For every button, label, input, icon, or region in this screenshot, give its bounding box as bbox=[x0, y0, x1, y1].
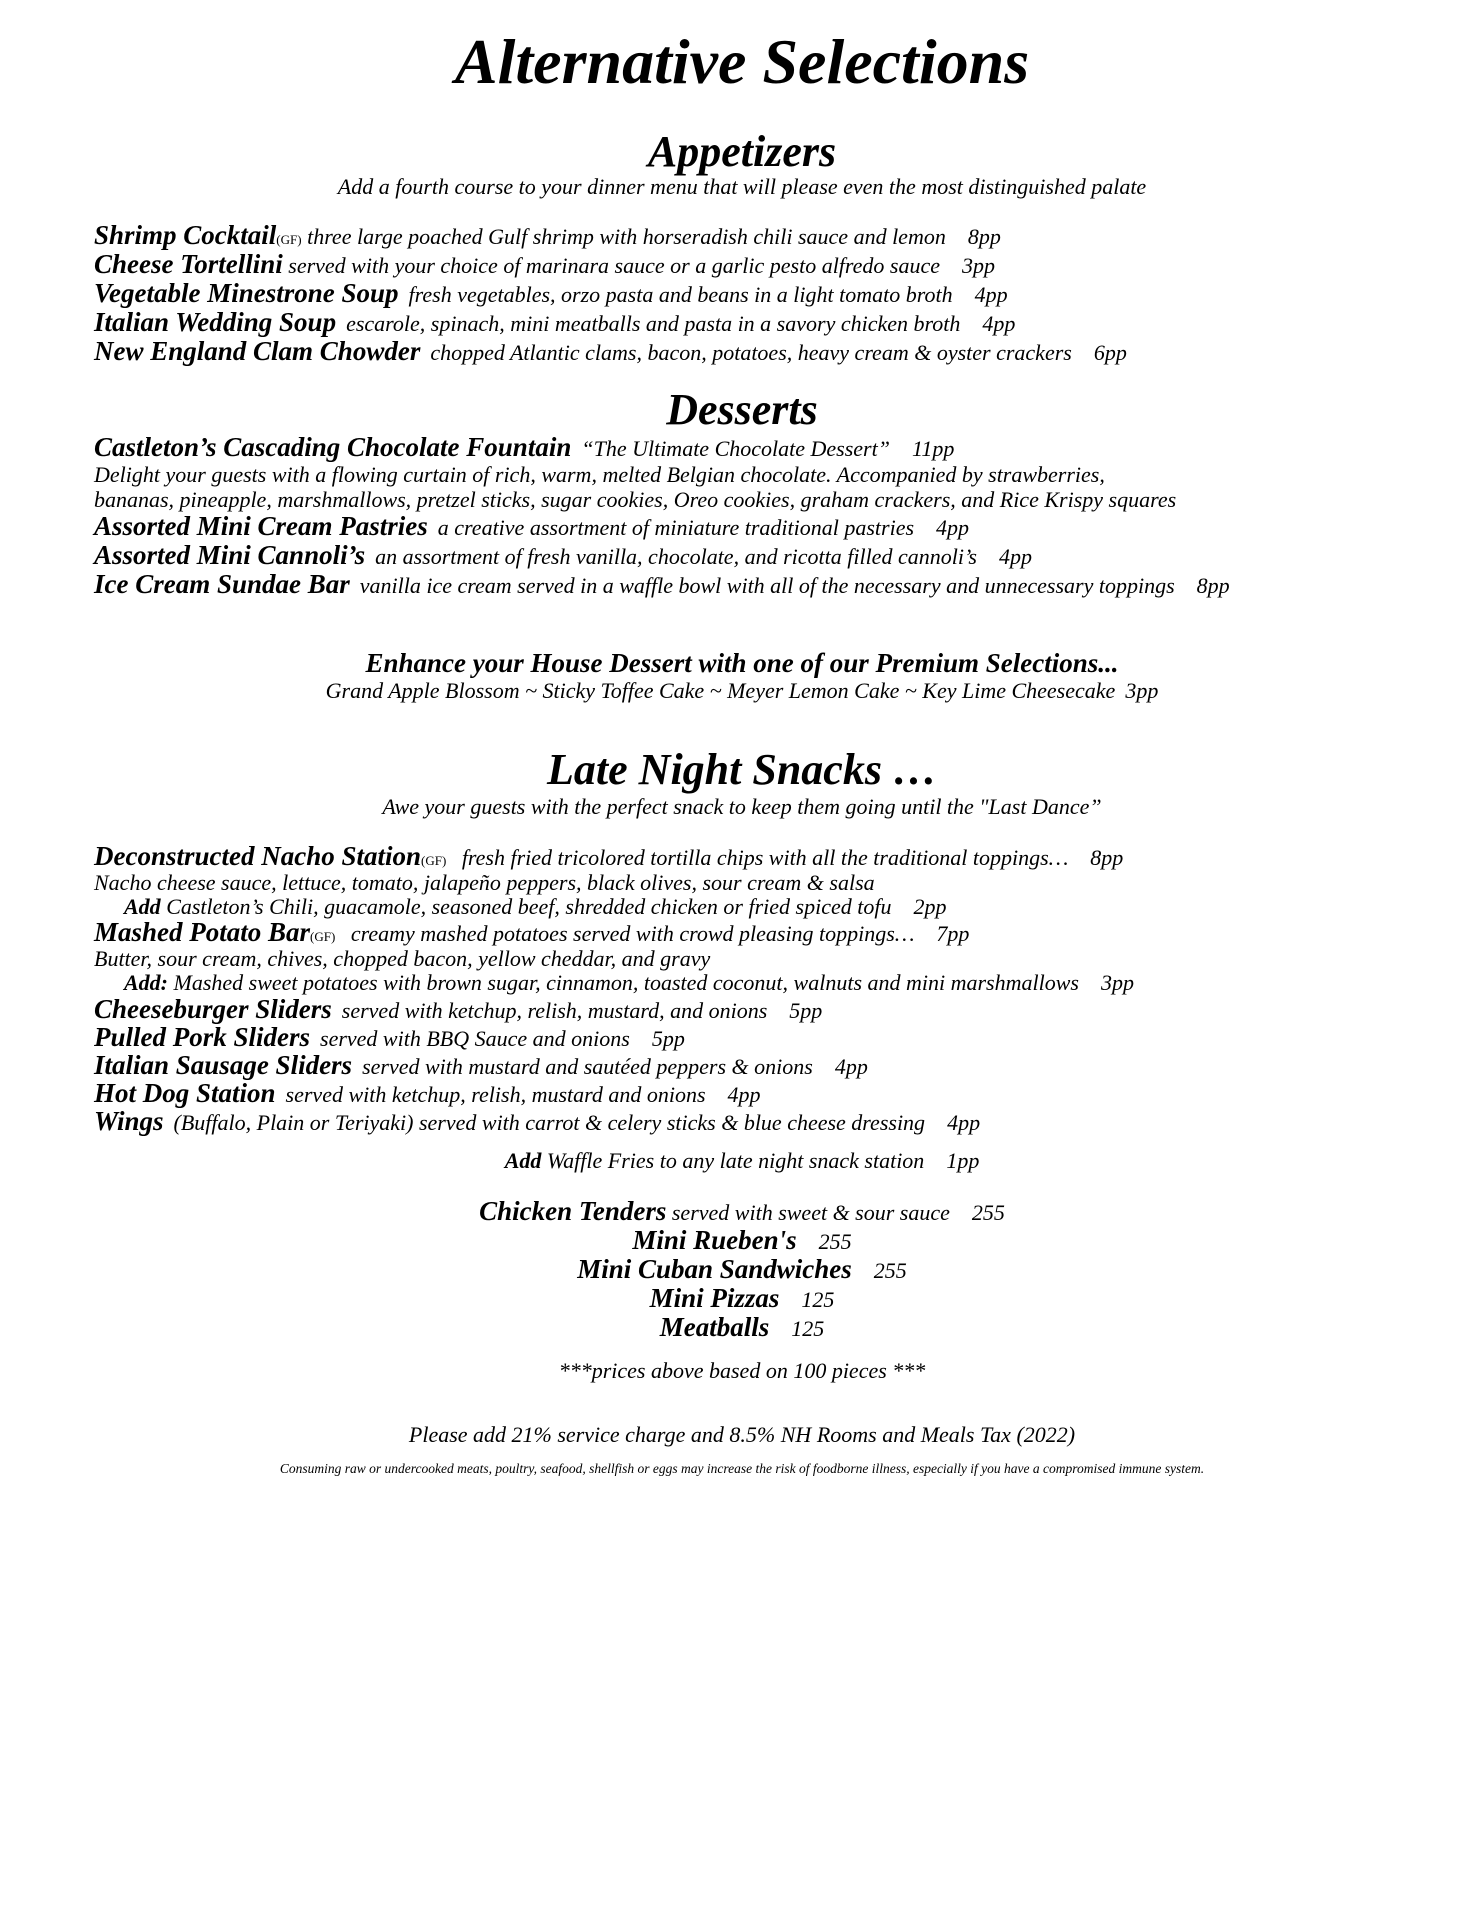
add-desc: Mashed sweet potatoes with brown sugar, cinnamon, toasted coconut, walnuts and mini marshmallows bbox=[173, 970, 1079, 995]
item-price: 8pp bbox=[967, 224, 1001, 249]
item-name: Wings bbox=[94, 1106, 164, 1136]
food-safety-disclaimer: Consuming raw or undercooked meats, poultry, seafood, shellfish or eggs may increase the risk of foodborne illness, especially if you have a compromised immune system. bbox=[279, 1461, 1205, 1476]
menu-item-mini-cannolis bbox=[94, 542, 1032, 569]
menu-item-italian-sausage-sliders bbox=[94, 1052, 868, 1079]
item-price: 8pp bbox=[1090, 845, 1124, 870]
item-name: Vegetable Minestrone Soup bbox=[94, 278, 399, 308]
item-desc: served with sweet & sour sauce bbox=[671, 1200, 950, 1225]
item-price: 125 bbox=[801, 1287, 835, 1312]
appetizers-subtitle: Add a fourth course to your dinner menu that will please even the most distinguished palate bbox=[337, 174, 1147, 199]
desserts-heading: Desserts bbox=[666, 385, 818, 434]
item-desc: served with ketchup, relish, mustard, and onions bbox=[341, 998, 768, 1023]
item-desc: served with ketchup, relish, mustard and onions bbox=[285, 1082, 706, 1107]
item-name: Italian Wedding Soup bbox=[94, 307, 337, 337]
piece-item-chicken-tenders bbox=[0, 1198, 1484, 1225]
item-price: 11pp bbox=[911, 436, 955, 461]
appetizers-heading: Appetizers bbox=[647, 127, 837, 176]
item-desc: vanilla ice cream served in a waffle bowl with all of the necessary and unnecessary toppings bbox=[359, 573, 1175, 598]
add-desc: Waffle Fries to any late night snack station bbox=[546, 1148, 925, 1173]
service-charge-note: Please add 21% service charge and 8.5% NH Rooms and Meals Tax (2022) bbox=[408, 1422, 1076, 1447]
item-name: Mini Cuban Sandwiches bbox=[577, 1254, 852, 1284]
item-name: Cheese Tortellini bbox=[94, 249, 283, 279]
add-price: 2pp bbox=[913, 894, 947, 919]
item-price: 4pp bbox=[727, 1082, 761, 1107]
waffle-fries-add-on bbox=[0, 1150, 1484, 1172]
piece-item-mini-cuban-sandwiches bbox=[0, 1256, 1484, 1283]
menu-item-hot-dog-station bbox=[94, 1080, 761, 1107]
item-desc: three large poached Gulf shrimp with horseradish chili sauce and lemon bbox=[307, 224, 946, 249]
item-price: 6pp bbox=[1093, 340, 1127, 365]
menu-item-mashed-potato-bar bbox=[94, 919, 969, 946]
item-name: Pulled Pork Sliders bbox=[94, 1022, 311, 1052]
menu-item-shrimp-cocktail bbox=[94, 222, 1001, 249]
add-desc: Castleton’s Chili, guacamole, seasoned beef, shredded chicken or fried spiced tofu bbox=[166, 894, 892, 919]
item-desc: an assortment of fresh vanilla, chocolate, and ricotta filled cannoli’s bbox=[375, 544, 977, 569]
item-name: Italian Sausage Sliders bbox=[94, 1050, 353, 1080]
item-price: 7pp bbox=[936, 921, 970, 946]
item-price: 5pp bbox=[651, 1026, 685, 1051]
item-price: 4pp bbox=[947, 1110, 981, 1135]
potato-toppings: Butter, sour cream, chives, chopped bacon, yellow cheddar, and gravy bbox=[94, 946, 711, 971]
add-label: Add: bbox=[124, 970, 168, 995]
menu-item-clam-chowder bbox=[94, 338, 1127, 365]
item-price: 4pp bbox=[974, 282, 1008, 307]
menu-item-vegetable-minestrone bbox=[94, 280, 1008, 307]
item-desc: a creative assortment of miniature traditional pastries bbox=[437, 515, 915, 540]
item-name: Mini Pizzas bbox=[649, 1283, 780, 1313]
item-name: Cheeseburger Sliders bbox=[94, 994, 332, 1024]
menu-item-wings bbox=[94, 1108, 980, 1135]
item-price: 255 bbox=[971, 1200, 1005, 1225]
piece-item-mini-ruebens bbox=[0, 1227, 1484, 1254]
add-price: 1pp bbox=[946, 1148, 980, 1173]
item-price: 4pp bbox=[982, 311, 1016, 336]
pieces-note: ***prices above based on 100 pieces *** bbox=[558, 1358, 926, 1383]
gf-tag: (GF) bbox=[276, 232, 302, 247]
page-title: Alternative Selections bbox=[454, 26, 1030, 97]
item-name: Assorted Mini Cannoli’s bbox=[94, 540, 366, 570]
item-price: 255 bbox=[873, 1258, 907, 1283]
menu-item-cheese-tortellini bbox=[94, 251, 995, 278]
item-desc: served with BBQ Sauce and onions bbox=[320, 1026, 630, 1051]
item-price: 125 bbox=[791, 1316, 825, 1341]
late-night-heading: Late Night Snacks … bbox=[547, 745, 937, 794]
menu-item-italian-wedding-soup bbox=[94, 309, 1015, 336]
piece-item-meatballs bbox=[0, 1314, 1484, 1341]
item-desc: served with your choice of marinara sauce or a garlic pesto alfredo sauce bbox=[288, 253, 941, 278]
menu-item-pulled-pork-sliders bbox=[94, 1024, 685, 1051]
nacho-add-on bbox=[124, 896, 946, 918]
add-label: Add bbox=[124, 894, 161, 919]
item-name: New England Clam Chowder bbox=[94, 336, 421, 366]
menu-item-nacho-station bbox=[94, 843, 1123, 870]
nacho-toppings: Nacho cheese sauce, lettuce, tomato, jalapeño peppers, black olives, sour cream & salsa bbox=[94, 870, 875, 895]
item-name: Hot Dog Station bbox=[94, 1078, 276, 1108]
enhance-dessert-heading: Enhance your House Dessert with one of our Premium Selections... bbox=[365, 648, 1119, 678]
item-desc: fresh fried tricolored tortilla chips with all the traditional toppings… bbox=[461, 845, 1069, 870]
item-price: 5pp bbox=[789, 998, 823, 1023]
menu-item-mini-cream-pastries bbox=[94, 513, 969, 540]
item-name: Chicken Tenders bbox=[479, 1196, 667, 1226]
item-price: 8pp bbox=[1196, 573, 1230, 598]
premium-selections-price: 3pp bbox=[1125, 678, 1159, 703]
add-label: Add bbox=[504, 1148, 542, 1173]
item-tagline: “The Ultimate Chocolate Dessert” bbox=[581, 436, 890, 461]
item-name: Mini Rueben's bbox=[632, 1225, 797, 1255]
fountain-description-line-1: Delight your guests with a flowing curtain of rich, warm, melted Belgian chocolate. Accompanied by strawberries, bbox=[94, 462, 1105, 487]
item-name: Meatballs bbox=[659, 1312, 770, 1342]
fountain-description-line-2: bananas, pineapple, marshmallows, pretzel sticks, sugar cookies, Oreo cookies, graham crackers, and Rice Krispy squares bbox=[94, 487, 1177, 512]
item-desc: creamy mashed potatoes served with crowd pleasing toppings… bbox=[350, 921, 915, 946]
item-price: 4pp bbox=[999, 544, 1032, 569]
piece-item-mini-pizzas bbox=[0, 1285, 1484, 1312]
item-name: Castleton’s Cascading Chocolate Fountain bbox=[94, 432, 572, 462]
menu-item-chocolate-fountain bbox=[94, 434, 954, 461]
potato-add-on bbox=[124, 972, 1134, 994]
item-desc: escarole, spinach, mini meatballs and pasta in a savory chicken broth bbox=[346, 311, 961, 336]
item-desc: chopped Atlantic clams, bacon, potatoes, heavy cream & oyster crackers bbox=[430, 340, 1072, 365]
item-name: Mashed Potato Bar bbox=[94, 917, 311, 947]
item-desc: fresh vegetables, orzo pasta and beans in a light tomato broth bbox=[408, 282, 953, 307]
menu-item-ice-cream-sundae-bar bbox=[94, 571, 1230, 598]
premium-selections bbox=[0, 680, 1484, 702]
item-name: Assorted Mini Cream Pastries bbox=[94, 511, 428, 541]
add-price: 3pp bbox=[1100, 970, 1134, 995]
item-price: 255 bbox=[818, 1229, 852, 1254]
item-name: Shrimp Cocktail bbox=[94, 220, 277, 250]
item-desc: (Buffalo, Plain or Teriyaki) served with carrot & celery sticks & blue cheese dressing bbox=[173, 1110, 926, 1135]
gf-tag: (GF) bbox=[421, 853, 447, 868]
menu-item-cheeseburger-sliders bbox=[94, 996, 822, 1023]
item-price: 4pp bbox=[834, 1054, 868, 1079]
item-price: 3pp bbox=[962, 253, 996, 278]
item-price: 4pp bbox=[936, 515, 970, 540]
premium-selections-list: Grand Apple Blossom ~ Sticky Toffee Cake ~ Meyer Lemon Cake ~ Key Lime Cheesecake bbox=[325, 678, 1116, 703]
item-name: Ice Cream Sundae Bar bbox=[94, 569, 350, 599]
late-night-subtitle: Awe your guests with the perfect snack to keep them going until the "Last Dance” bbox=[382, 794, 1102, 819]
item-name: Deconstructed Nacho Station bbox=[94, 841, 422, 871]
item-desc: served with mustard and sautéed peppers & onions bbox=[362, 1054, 813, 1079]
gf-tag: (GF) bbox=[310, 929, 336, 944]
